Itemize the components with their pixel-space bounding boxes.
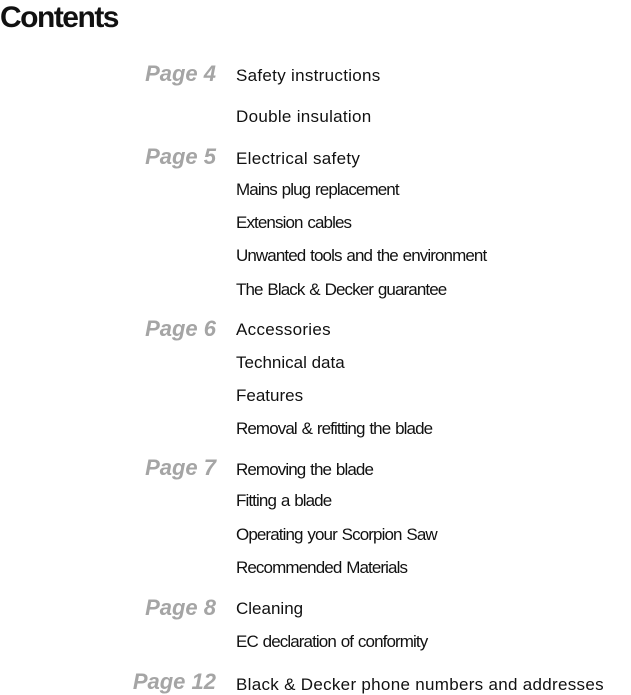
toc-entry: The Black & Decker guarantee: [236, 280, 447, 299]
toc-entry: Accessories: [236, 320, 331, 339]
toc-entry: Operating your Scorpion Saw: [236, 525, 437, 544]
page-number-label: Page 12: [132, 669, 216, 694]
toc-entry: Extension cables: [236, 213, 352, 232]
page-number-label: Page 6: [145, 316, 216, 341]
toc-entry: Features: [236, 386, 304, 405]
toc-entry: Recommended Materials: [236, 558, 408, 577]
toc-entry: Black & Decker phone numbers and addresses: [236, 675, 604, 694]
toc-entry: Removal & refitting the blade: [236, 419, 433, 438]
toc-entry: Safety instructions: [236, 66, 381, 85]
page-number-label: Page 5: [145, 144, 216, 169]
toc-entry: Technical data: [236, 353, 345, 372]
toc-entry: Double insulation: [236, 107, 372, 126]
page-number-label: Page 7: [145, 455, 216, 480]
toc-entry: Fitting a blade: [236, 491, 332, 510]
toc-entry: Mains plug replacement: [236, 180, 399, 199]
page-title: Contents: [0, 1, 118, 34]
toc-entry: Unwanted tools and the environment: [236, 246, 487, 265]
toc-entry: Cleaning: [236, 599, 304, 618]
page-number-label: Page 4: [145, 61, 216, 86]
toc-entry: Electrical safety: [236, 149, 361, 168]
toc-entry: EC declaration of conformity: [236, 632, 428, 651]
page-number-label: Page 8: [145, 595, 216, 620]
toc-entry: Removing the blade: [236, 460, 374, 479]
